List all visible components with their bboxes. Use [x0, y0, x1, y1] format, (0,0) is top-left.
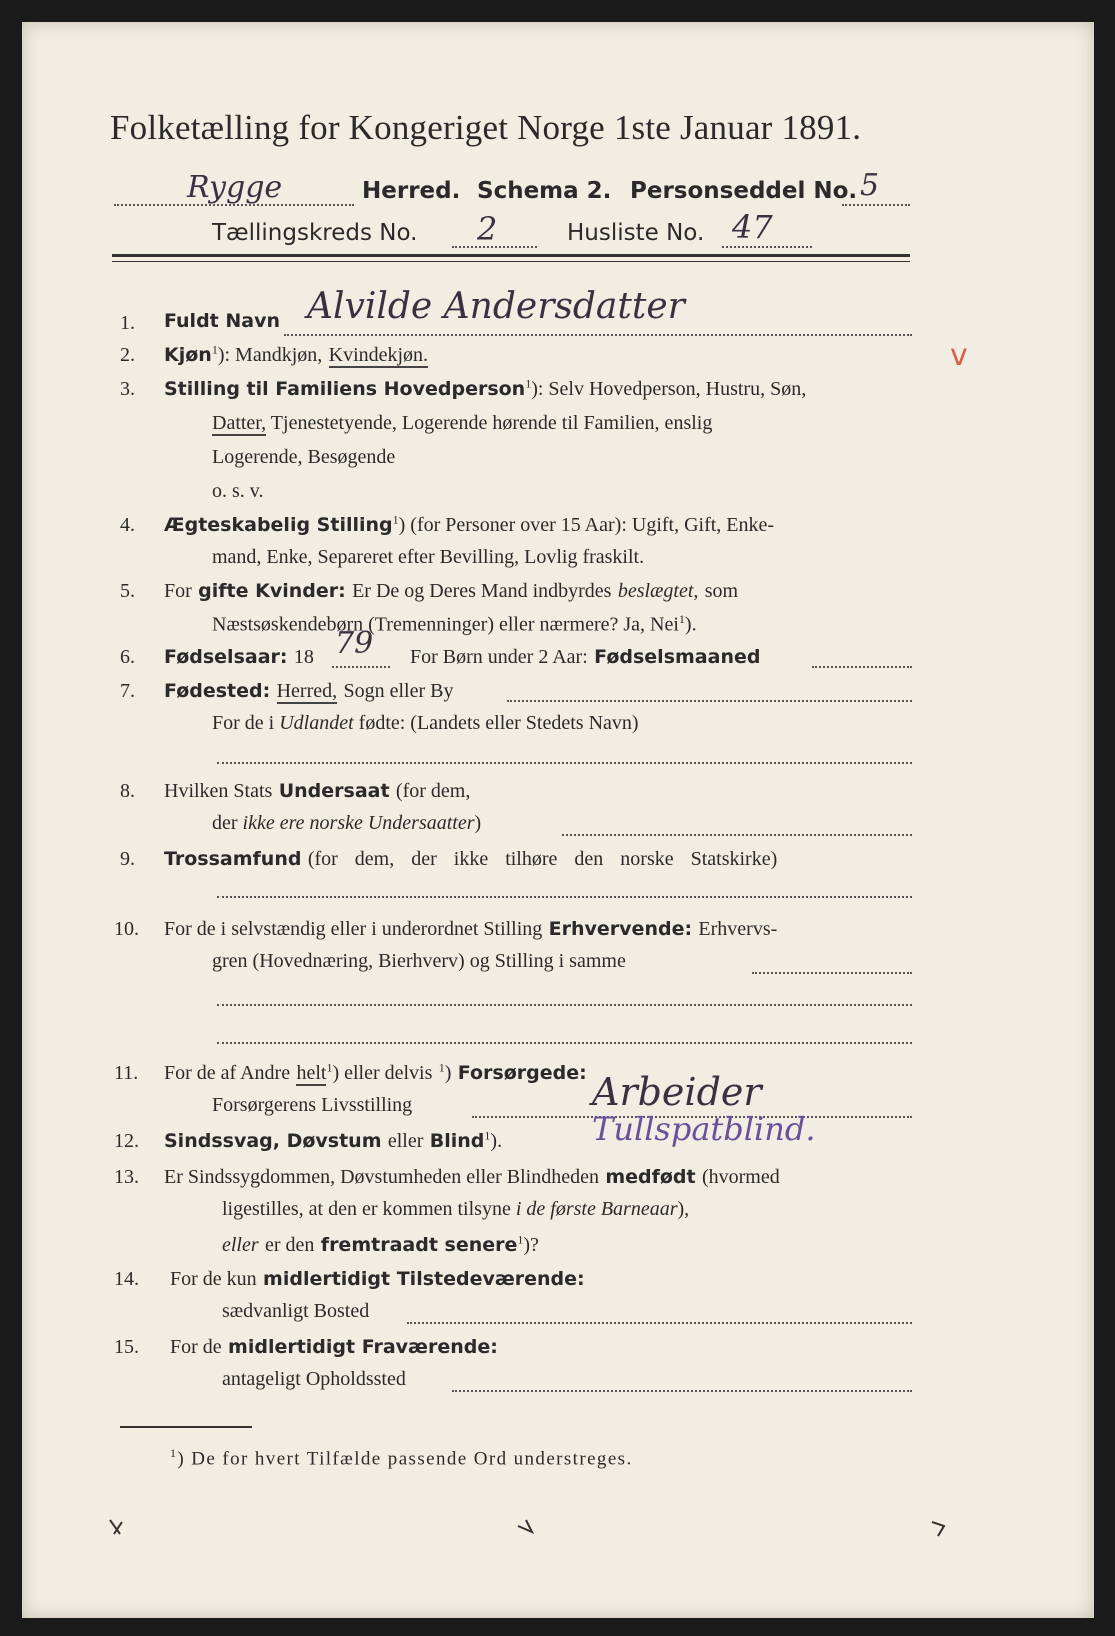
q3-sup: 1	[525, 376, 532, 391]
q1-answer: Alvilde Andersdatter	[307, 286, 685, 327]
q5-line2	[212, 612, 697, 637]
q4-line1	[164, 512, 774, 537]
q6-label: Fødselsaar:	[164, 646, 288, 668]
q2-sup: 1	[211, 342, 218, 357]
q9-text: (for dem, der ikke tilhøre den norske Statskirke)	[307, 848, 778, 870]
q5-text-b: som	[704, 580, 739, 602]
q8-fill-line	[562, 834, 912, 836]
q3-line1	[164, 376, 806, 401]
q7-text-b: For de i	[212, 712, 275, 734]
q10-fill-line-2	[217, 1004, 912, 1006]
q14-number: 14.	[114, 1268, 139, 1290]
q13-label: medfødt	[605, 1166, 696, 1188]
husliste-value: 47	[732, 208, 773, 246]
personseddel-label: Personseddel No.	[630, 178, 858, 204]
q12-label2: Blind	[429, 1130, 485, 1152]
q10-fill-line-3	[217, 1042, 912, 1044]
q4-sup: 1	[392, 512, 399, 527]
q9-fill-line	[217, 896, 912, 898]
q9-number: 9.	[120, 848, 135, 870]
q2-label: Kjøn	[164, 344, 212, 366]
q5-text-d: ).	[684, 613, 697, 636]
q7-line1	[164, 678, 453, 703]
q8-italic: ikke ere norske Undersaatter	[242, 812, 475, 834]
header-rule	[112, 254, 910, 262]
q12-answer: Tullspatblind.	[592, 1110, 816, 1148]
footnote-text: ) De for hvert Tilfælde passende Ord understreges.	[177, 1448, 633, 1470]
form-title: Folketælling for Kongeriget Norge 1ste Januar 1891.	[110, 108, 862, 147]
q3-number: 3.	[120, 378, 135, 400]
q13-line3	[222, 1232, 539, 1257]
q6-label2: Fødselsmaaned	[594, 646, 761, 668]
q7-selected-option: Herred,	[276, 680, 338, 702]
q3-options-a: ): Selv Hovedperson, Hustru, Søn,	[531, 378, 807, 400]
q1-fill-line	[284, 334, 912, 336]
q11-line2: Forsørgerens Livsstilling	[212, 1094, 413, 1116]
q13-italic: i de første Barneaar	[515, 1198, 678, 1220]
q14-line2: sædvanligt Bosted	[222, 1300, 370, 1322]
binding-mark-right	[932, 1522, 944, 1536]
q2-line	[164, 342, 428, 367]
q7-label: Fødested:	[164, 680, 271, 702]
q4-number: 4.	[120, 514, 135, 536]
q4-label: Ægteskabelig Stilling	[164, 514, 393, 536]
q5-sup: 1	[678, 612, 685, 626]
q12-line	[164, 1128, 502, 1153]
q1-label: Fuldt Navn	[164, 310, 281, 332]
q3-line3: Logerende, Besøgende	[212, 446, 396, 468]
q6-answer: 79	[335, 626, 374, 661]
binding-marks	[22, 1512, 1094, 1552]
q15-label: midlertidigt Fraværende:	[228, 1336, 498, 1358]
taellingskreds-value: 2	[477, 210, 498, 248]
footnote	[170, 1446, 633, 1470]
q14-text-a: For de kun	[170, 1268, 257, 1290]
q11-number: 11.	[114, 1062, 139, 1084]
husliste-label: Husliste No.	[567, 220, 705, 246]
q14-line1	[170, 1266, 585, 1291]
q1-number: 1.	[120, 312, 135, 334]
q6-year-fill-line	[332, 666, 390, 668]
q13-sup: 1	[517, 1232, 524, 1247]
q8-label: Undersaat	[278, 780, 390, 802]
q6-number: 6.	[120, 646, 135, 668]
q12-number: 12.	[114, 1130, 139, 1152]
q7-fill-line	[507, 700, 912, 702]
q13-text-f: er den	[265, 1234, 315, 1256]
q13-text-a: Er Sindssygdommen, Døvstumheden eller Blindheden	[164, 1166, 599, 1188]
check-mark: v	[950, 338, 968, 373]
q7-italic: Udlandet	[279, 712, 354, 734]
q4-text-a: ) (for Personer over 15 Aar): Ugift, Gift, Enke-	[398, 514, 775, 536]
q14-label: midlertidigt Tilstedeværende:	[263, 1268, 585, 1290]
q11-label: Forsørgede:	[457, 1062, 587, 1084]
binding-mark-left	[110, 1520, 122, 1534]
q2-options: ): Mandkjøn,	[217, 344, 323, 366]
q11-sup: 1	[326, 1060, 333, 1075]
q3-label: Stilling til Familiens Hovedperson	[164, 378, 526, 400]
q13-line1	[164, 1164, 780, 1189]
q5-number: 5.	[120, 580, 135, 602]
footnote-rule	[120, 1426, 252, 1428]
q2-number: 2.	[120, 344, 135, 366]
q11-text-b: ) eller delvis	[332, 1062, 433, 1084]
q6-prefix: 18	[293, 646, 314, 668]
q10-label: Erhvervende:	[548, 918, 693, 940]
q13-text-e: eller	[222, 1234, 259, 1256]
q13-label2: fremtraadt senere	[320, 1234, 518, 1256]
q8-text-c: der	[212, 812, 238, 834]
binding-mark-center	[518, 1520, 532, 1532]
q8-text-d: )	[474, 812, 482, 834]
q8-line2	[212, 812, 481, 835]
q15-number: 15.	[114, 1336, 139, 1358]
q11-line1	[164, 1060, 587, 1085]
q15-line1	[170, 1334, 498, 1359]
q13-text-d: ),	[677, 1198, 690, 1220]
q11-text-a: For de af Andre	[164, 1062, 291, 1084]
q11-text-c: )	[444, 1062, 452, 1084]
personseddel-fill-line	[842, 204, 910, 206]
q15-text-a: For de	[170, 1336, 222, 1358]
q12-text-a: eller	[387, 1130, 424, 1152]
taellingskreds-label: Tællingskreds No.	[212, 220, 418, 246]
q6-line	[164, 644, 314, 669]
q11-sup-b: 1	[438, 1060, 445, 1075]
q5-line1	[164, 578, 738, 603]
q3-line4: o. s. v.	[212, 480, 264, 502]
q5-prefix: For	[164, 580, 192, 602]
q8-text-b: (for dem,	[395, 780, 471, 802]
q11-selected-option: helt	[296, 1062, 327, 1084]
q13-text-c: ligestilles, at den er kommen tilsyne	[222, 1198, 511, 1220]
q7-line2	[212, 712, 639, 735]
q9-line1	[164, 846, 777, 871]
schema-label: Schema 2.	[477, 178, 612, 204]
q3-options-b: Tjenestetyende, Logerende hørende til Familien, enslig	[266, 412, 713, 434]
q5-italic: beslægtet,	[617, 580, 699, 602]
q7-number: 7.	[120, 680, 135, 702]
q3-line2	[212, 412, 712, 435]
q7-fill-line-2	[217, 762, 912, 764]
q6-line-b	[410, 644, 760, 669]
q6-month-fill-line	[812, 666, 912, 668]
q2-selected-option: Kvindekjøn.	[328, 344, 429, 366]
herred-value: Rygge	[187, 170, 283, 205]
q7-text: Sogn eller By	[343, 680, 454, 702]
q12-sup: 1	[484, 1128, 491, 1143]
q3-selected-option: Datter,	[212, 412, 267, 434]
husliste-fill-line	[722, 246, 812, 248]
q12-label: Sindssvag, Døvstum	[164, 1130, 382, 1152]
q9-label: Trossamfund	[164, 848, 302, 870]
q10-line1	[164, 916, 777, 941]
q10-fill-line	[752, 972, 912, 974]
q5-text-a: Er De og Deres Mand indbyrdes	[352, 580, 612, 602]
q10-number: 10.	[114, 918, 139, 940]
q7-text-c: fødte: (Landets eller Stedets Navn)	[358, 712, 639, 734]
q13-line2	[222, 1198, 689, 1221]
q14-fill-line	[407, 1322, 912, 1324]
q8-number: 8.	[120, 780, 135, 802]
q11-answer: Arbeider	[592, 1070, 762, 1114]
q13-number: 13.	[114, 1166, 139, 1188]
q10-text-b: Erhvervs-	[698, 918, 778, 940]
q10-line2: gren (Hovednæring, Bierhverv) og Stilling i samme	[212, 950, 626, 972]
q8-text-a: Hvilken Stats	[164, 780, 273, 802]
q13-text-b: (hvormed	[701, 1166, 780, 1188]
q13-text-g: )?	[523, 1234, 539, 1256]
herred-label: Herred.	[362, 178, 461, 204]
q15-line2: antageligt Opholdssted	[222, 1368, 406, 1390]
q5-label: gifte Kvinder:	[198, 580, 346, 602]
q5-text-c: Næstsøskendebørn (Tremenninger) eller nærmere? Ja, Nei	[212, 613, 679, 636]
q8-line1	[164, 778, 470, 803]
q10-text-a: For de i selvstændig eller i underordnet Stilling	[164, 918, 543, 940]
footnote-sup: 1	[170, 1446, 178, 1460]
q12-text-b: ).	[490, 1130, 503, 1152]
q6-text: For Børn under 2 Aar:	[410, 646, 588, 668]
q15-fill-line	[452, 1390, 912, 1392]
q4-line2: mand, Enke, Separeret efter Bevilling, Lovlig fraskilt.	[212, 546, 645, 568]
personseddel-value: 5	[860, 168, 880, 203]
census-form-sheet	[22, 22, 1094, 1618]
